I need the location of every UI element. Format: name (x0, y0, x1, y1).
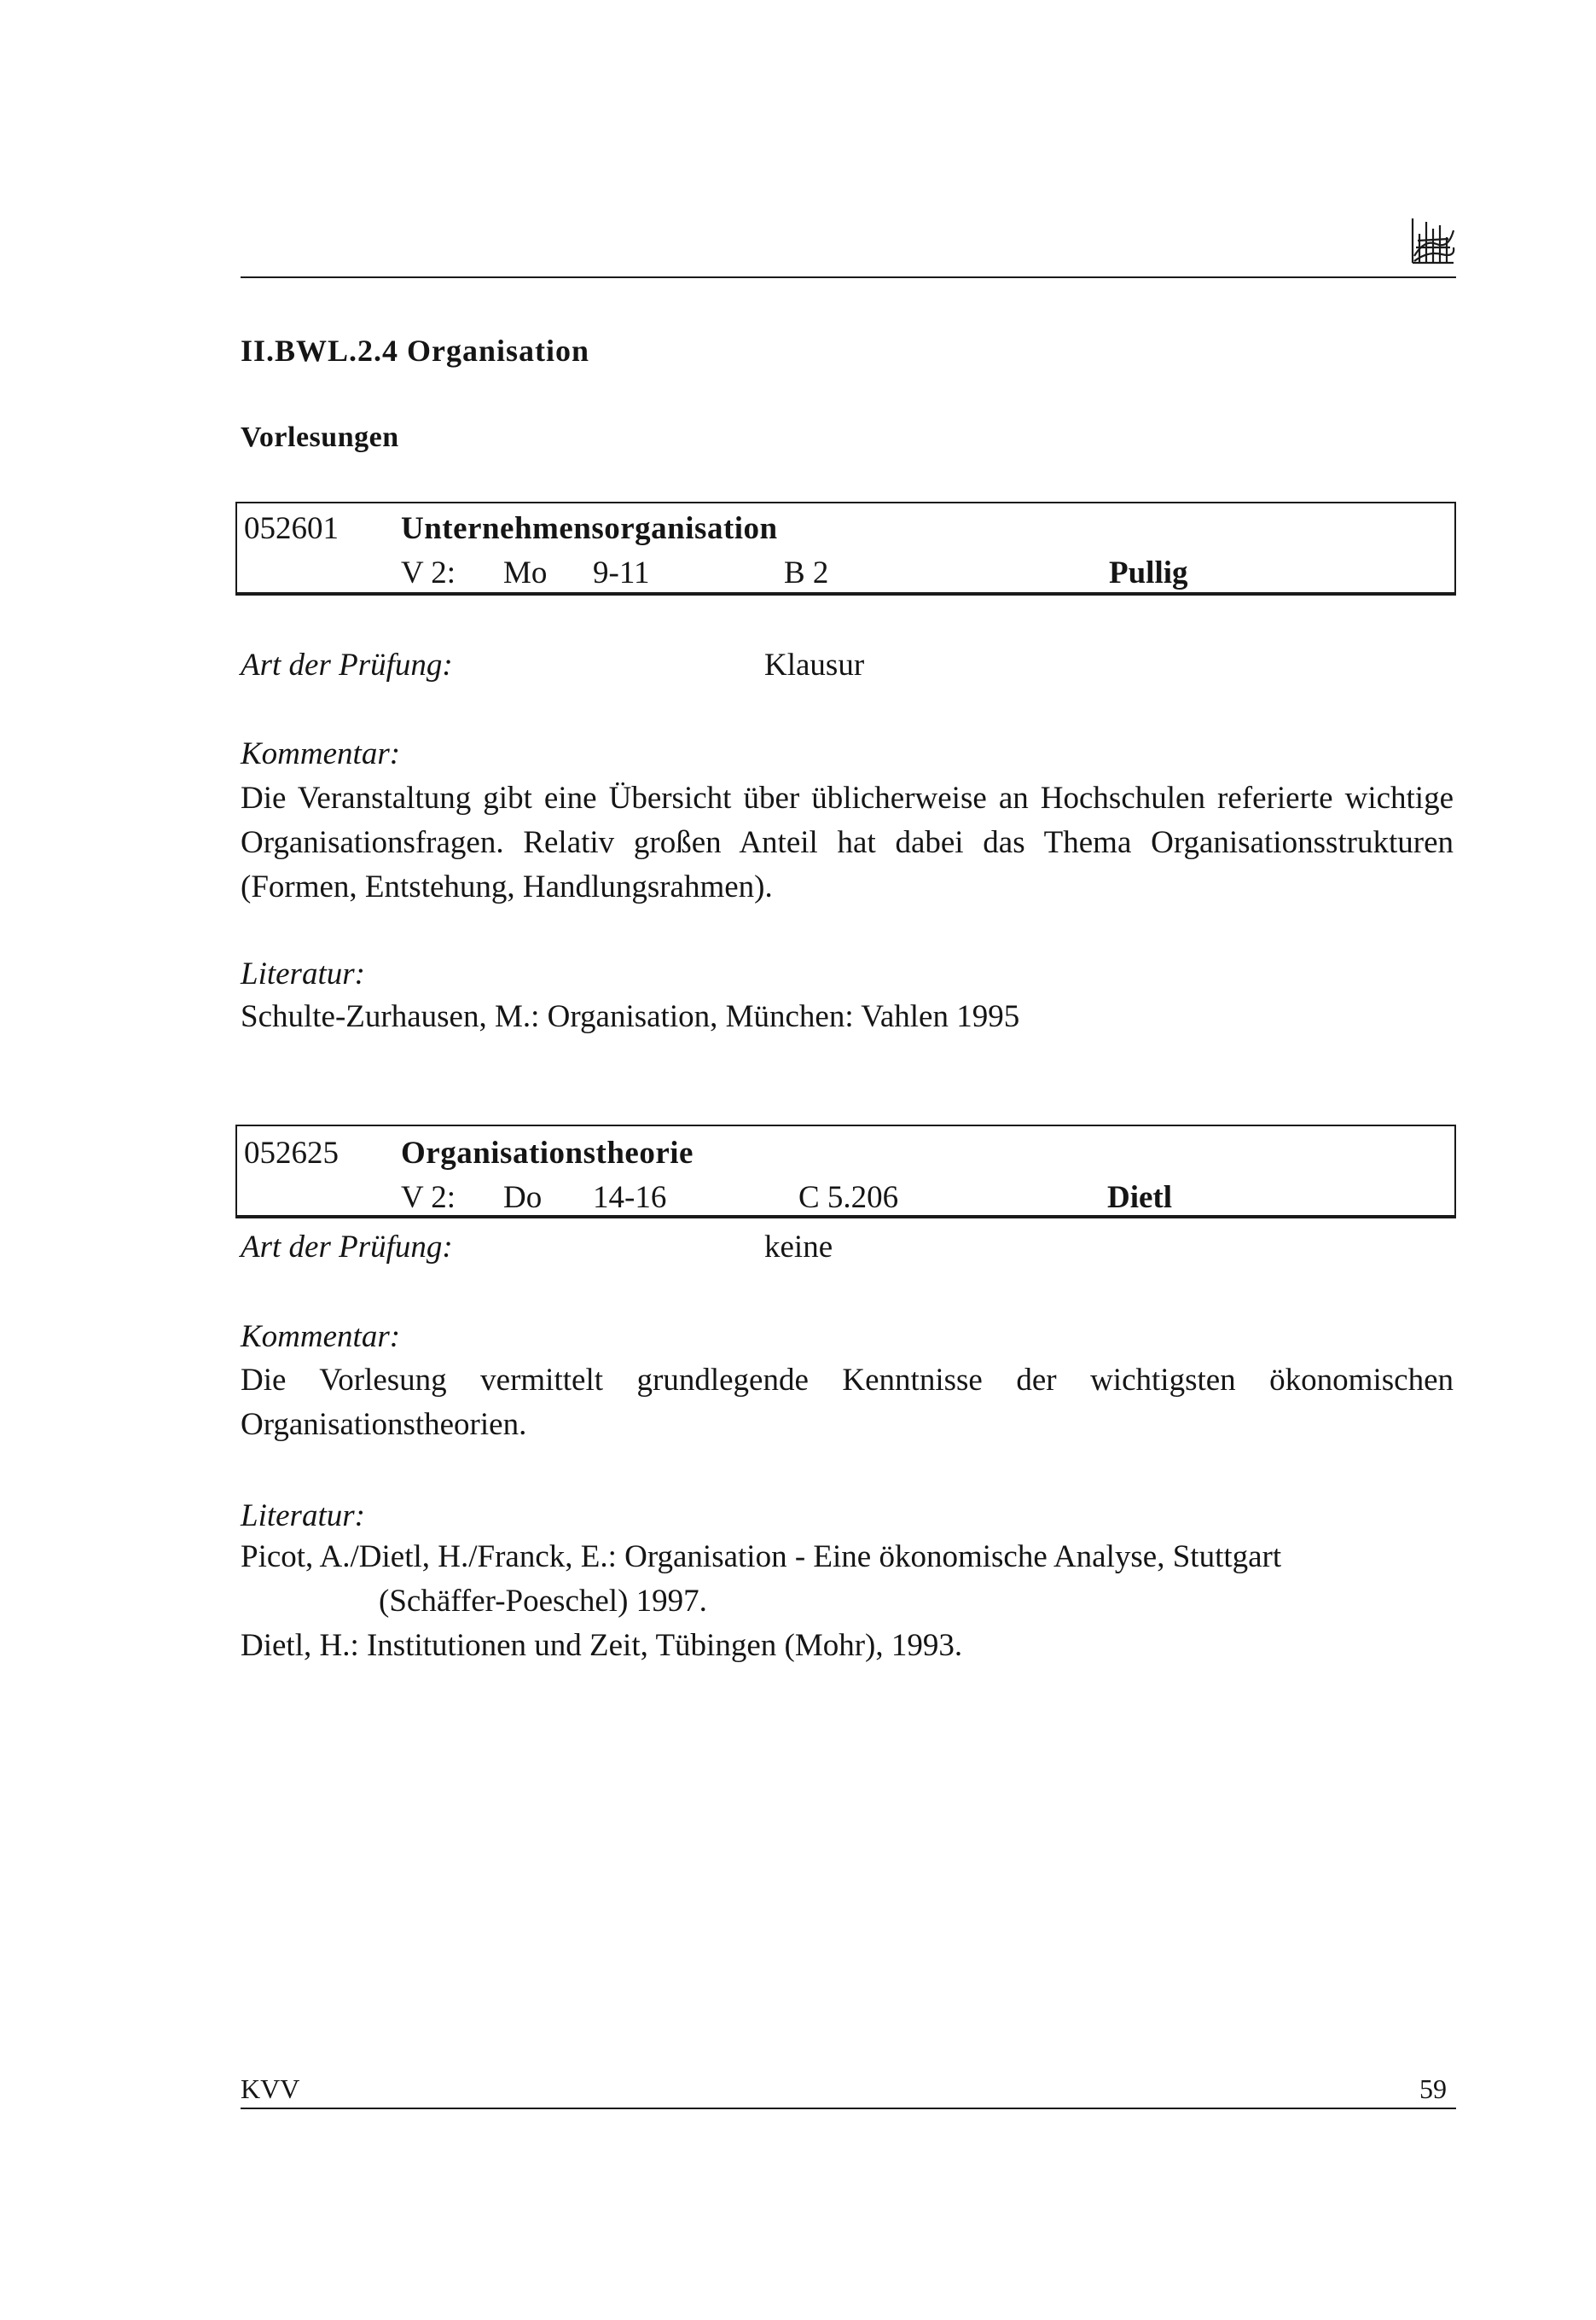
course-box-divider (237, 592, 1454, 594)
institute-logo-icon (1407, 213, 1459, 268)
course-type: V 2: (401, 555, 456, 590)
course-room: C 5.206 (798, 1180, 899, 1215)
exam-label: Art der Prüfung: (241, 1230, 453, 1265)
course-time: 9-11 (593, 555, 650, 590)
literature-entry: Picot, A./Dietl, H./Franck, E.: Organisation - Eine ökonomische Analyse, Stuttgart (241, 1539, 1282, 1574)
exam-value: Klausur (764, 648, 865, 683)
literature-label: Literatur: (241, 956, 365, 991)
course-day: Do (503, 1180, 543, 1215)
course-title: Unternehmensorganisation (401, 511, 778, 546)
literature-entry-continuation: (Schäffer-Poeschel) 1997. (379, 1584, 707, 1619)
literature-entry: Schulte-Zurhausen, M.: Organisation, München: Vahlen 1995 (241, 999, 1020, 1034)
comment-label: Kommentar: (241, 1319, 401, 1354)
literature-label: Literatur: (241, 1498, 365, 1533)
course-number: 052601 (244, 511, 339, 546)
course-time: 14-16 (593, 1180, 667, 1215)
course-lecturer: Dietl (1107, 1180, 1173, 1215)
footer-rule (241, 2108, 1456, 2109)
course-type: V 2: (401, 1180, 456, 1215)
literature-entry: Dietl, H.: Institutionen und Zeit, Tübingen (Mohr), 1993. (241, 1628, 963, 1663)
course-title: Organisationstheorie (401, 1136, 694, 1171)
section-subtitle: Vorlesungen (241, 422, 399, 453)
section-title: II.BWL.2.4 Organisation (241, 334, 590, 368)
comment-text: Die Vorlesung vermittelt grundlegende Kenntnisse der wichtigsten ökonomischen Organisationstheorien. (241, 1363, 1454, 1442)
comment-label: Kommentar: (241, 736, 401, 771)
exam-value: keine (764, 1230, 833, 1265)
course-lecturer: Pullig (1109, 555, 1188, 590)
course-number: 052625 (244, 1136, 339, 1171)
page-number: 59 (1419, 2073, 1447, 2104)
comment-text: Die Veranstaltung gibt eine Übersicht über üblicherweise an Hochschulen referierte wichtige Organisationsfragen. Relativ großen Anteil hat dabei das Thema Organisationsstrukturen (Formen, Entstehung, Handlungsrahmen). (241, 781, 1454, 904)
footer-left: KVV (241, 2073, 300, 2104)
exam-label: Art der Prüfung: (241, 648, 453, 683)
header-rule (241, 276, 1456, 278)
course-day: Mo (503, 555, 548, 590)
course-room: B 2 (784, 555, 829, 590)
